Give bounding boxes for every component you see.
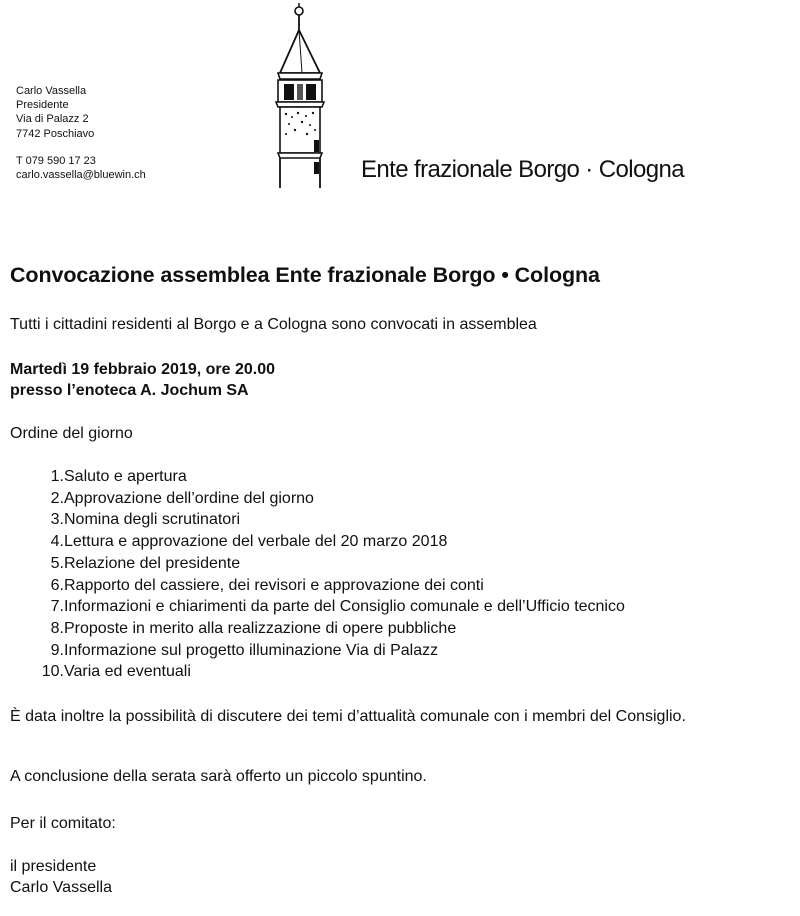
agenda-item: 5. Relazione del presidente [50, 554, 241, 572]
agenda-item: 4. Lettura e approvazione del verbale del 20 marzo 2018 [50, 533, 448, 551]
committee-line: Per il comitato: [10, 815, 116, 832]
bell-tower-icon [262, 0, 340, 188]
sender-name: Carlo Vassella [16, 85, 87, 97]
sender-role: Presidente [16, 99, 69, 112]
meeting-date-time: Martedì 19 febbraio 2019, ore 20.00 [10, 361, 276, 378]
signature-name: Carlo Vassella [10, 879, 112, 896]
meeting-details [10, 359, 275, 401]
agenda-item: 9. Informazione sul progetto illuminazione Via di Palazz [50, 641, 439, 659]
sender-email: carlo.vassella@bluewin.ch [16, 169, 146, 182]
agenda-heading: Ordine del giorno [10, 425, 133, 442]
sender-phone: T 079 590 17 23 [16, 154, 96, 167]
sender-city: 7742 Poschiavo [16, 127, 95, 140]
snack-note: A conclusione della serata sarà offerto un piccolo spuntino. [10, 768, 427, 785]
agenda-item: 10. Varia ed eventuali [41, 663, 191, 681]
sender-address [16, 84, 146, 182]
organization-title: Ente frazionale Borgo · Cologna [361, 156, 684, 183]
agenda-list [32, 466, 625, 683]
intro-text: Tutti i cittadini residenti al Borgo e a Cologna sono convocati in assemblea [10, 316, 537, 333]
sender-street: Via di Palazz 2 [16, 113, 89, 126]
document-title: Convocazione assemblea Ente frazionale Borgo • Cologna [10, 263, 600, 287]
agenda-item: 2. Approvazione dell’ordine del giorno [50, 489, 314, 507]
discussion-note: È data inoltre la possibilità di discutere dei temi d’attualità comunale con i membri del Consiglio. [10, 708, 686, 725]
signature-block [10, 856, 112, 898]
agenda-item: 3. Nomina degli scrutinatori [50, 511, 241, 529]
meeting-location: presso l’enoteca A. Jochum SA [10, 382, 249, 399]
agenda-item: 8. Proposte in merito alla realizzazione di opere pubbliche [50, 619, 457, 637]
agenda-item: 7. Informazioni e chiarimenti da parte del Consiglio comunale e dell’Ufficio tecnico [50, 598, 625, 616]
agenda-item: 1. Saluto e apertura [50, 468, 187, 485]
signature-role: il presidente [10, 858, 97, 875]
agenda-item: 6. Rapporto del cassiere, dei revisori e approvazione dei conti [50, 576, 484, 594]
